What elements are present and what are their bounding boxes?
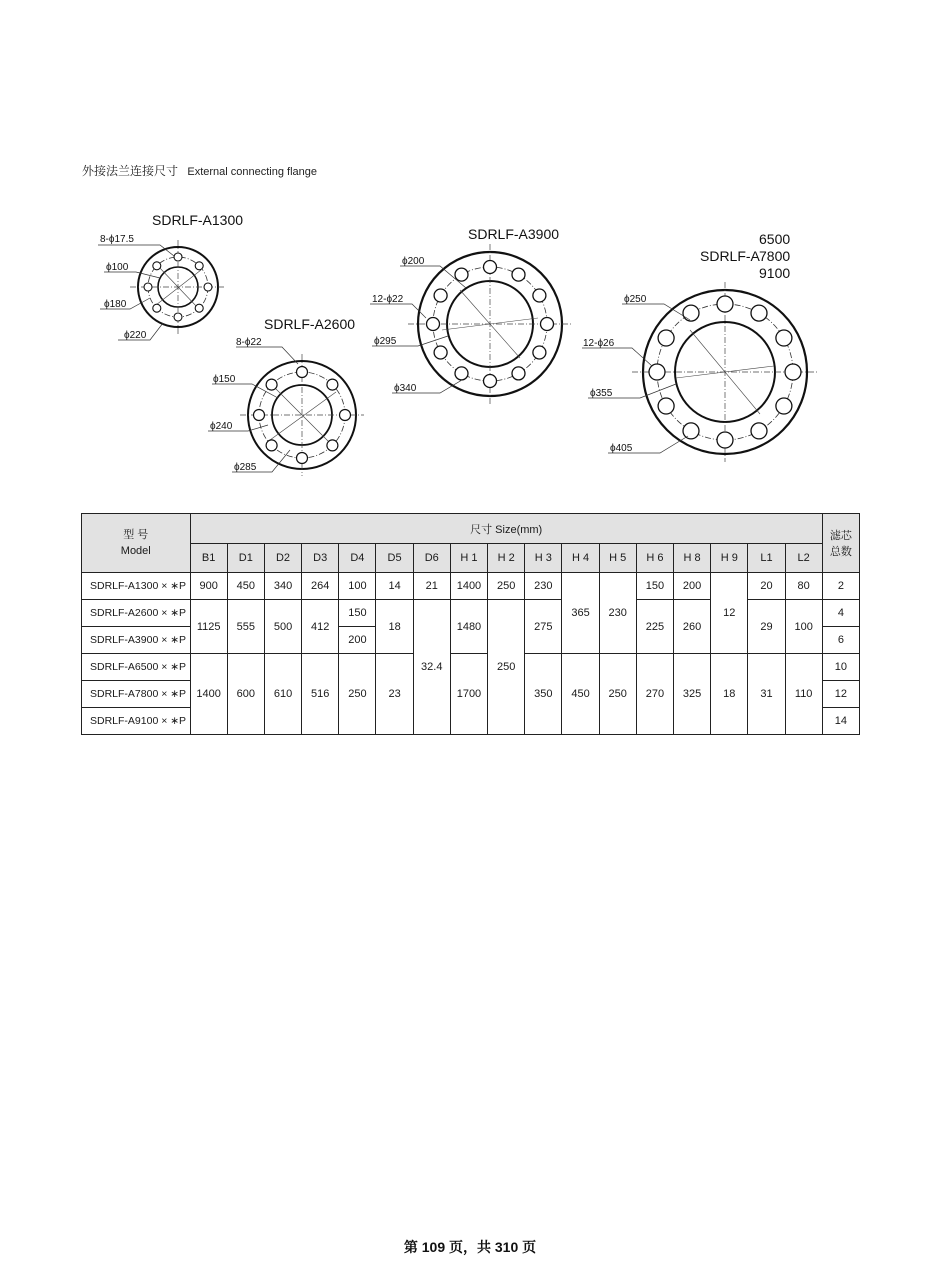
model-header-zh: 型 号 xyxy=(123,529,149,541)
cell: 450 xyxy=(562,654,599,735)
cell: 80 xyxy=(785,573,822,600)
a6500-title: SDRLF-A xyxy=(700,248,760,264)
col-header: D6 xyxy=(413,544,450,573)
cell: 1700 xyxy=(450,654,487,735)
col-header: D2 xyxy=(264,544,301,573)
model-header-en: Model xyxy=(120,545,151,557)
a3900-d1-label: ϕ200 xyxy=(402,256,425,267)
section-title-zh: 外接法兰连接尺寸 xyxy=(82,164,179,178)
cell: 20 xyxy=(748,573,785,600)
cell: 412 xyxy=(302,600,339,654)
cell: 29 xyxy=(748,600,785,654)
a2600-holes-label: 8-ϕ22 xyxy=(236,337,262,348)
a6500-d2-label: ϕ355 xyxy=(590,388,613,399)
model-cell: SDRLF-A9100 × ∗P xyxy=(82,708,191,735)
cell: 250 xyxy=(599,654,636,735)
count-cell: 14 xyxy=(822,708,859,735)
a2600-d1-label: ϕ150 xyxy=(213,374,236,385)
cell: 150 xyxy=(636,573,673,600)
cell: 21 xyxy=(413,573,450,600)
flange-drawings xyxy=(0,200,940,500)
cell: 264 xyxy=(302,573,339,600)
col-header: H 4 xyxy=(562,544,599,573)
size-header: 尺寸 Size(mm) xyxy=(190,514,822,544)
cell: 31 xyxy=(748,654,785,735)
a1300-d3-label: ϕ220 xyxy=(124,330,147,341)
a6500-variant-6500: 6500 xyxy=(759,231,791,247)
col-header: H 9 xyxy=(711,544,748,573)
col-header: H 6 xyxy=(636,544,673,573)
cell: 200 xyxy=(673,573,710,600)
cell: 260 xyxy=(673,600,710,654)
a3900-d2-label: ϕ295 xyxy=(374,336,397,347)
col-header: L2 xyxy=(785,544,822,573)
flange-a3900 xyxy=(370,226,572,404)
cell: 230 xyxy=(525,573,562,600)
cell: 325 xyxy=(673,654,710,735)
count-cell: 2 xyxy=(822,573,859,600)
a2600-title: SDRLF-A2600 xyxy=(264,316,356,332)
model-cell: SDRLF-A7800 × ∗P xyxy=(82,681,191,708)
cell: 450 xyxy=(227,573,264,600)
col-header: H 5 xyxy=(599,544,636,573)
cell: 23 xyxy=(376,654,413,735)
col-header: D3 xyxy=(302,544,339,573)
a6500-holes-label: 12-ϕ26 xyxy=(583,338,615,349)
count-cell: 6 xyxy=(822,627,859,654)
cell: 110 xyxy=(785,654,822,735)
model-cell: SDRLF-A2600 × ∗P xyxy=(82,600,191,627)
a3900-title: SDRLF-A3900 xyxy=(468,226,560,242)
col-header: D4 xyxy=(339,544,376,573)
cell: 365 xyxy=(562,573,599,654)
cell: 200 xyxy=(339,627,376,654)
a1300-d2-label: ϕ180 xyxy=(104,299,127,310)
col-header: D1 xyxy=(227,544,264,573)
a1300-holes-label: 8-ϕ17.5 xyxy=(100,234,134,245)
cell: 600 xyxy=(227,654,264,735)
cell: 150 xyxy=(339,600,376,627)
cell: 18 xyxy=(711,654,748,735)
cell: 516 xyxy=(302,654,339,735)
a1300-title: SDRLF-A1300 xyxy=(152,212,244,228)
cell: 1400 xyxy=(450,573,487,600)
cell: 555 xyxy=(227,600,264,654)
col-header: H 8 xyxy=(673,544,710,573)
cell: 250 xyxy=(488,600,525,735)
col-header: D5 xyxy=(376,544,413,573)
col-header: B1 xyxy=(190,544,227,573)
cell: 100 xyxy=(785,600,822,654)
model-header xyxy=(82,514,191,573)
flange-a1300 xyxy=(98,212,243,341)
cell: 350 xyxy=(525,654,562,735)
count-cell: 12 xyxy=(822,681,859,708)
count-cell: 10 xyxy=(822,654,859,681)
a6500-d3-label: ϕ405 xyxy=(610,443,633,454)
cell: 275 xyxy=(525,600,562,654)
cell: 14 xyxy=(376,573,413,600)
count-cell: 4 xyxy=(822,600,859,627)
a3900-d3-label: ϕ340 xyxy=(394,383,417,394)
a2600-d2-label: ϕ240 xyxy=(210,421,233,432)
count-header: 滤芯 总数 xyxy=(822,514,859,573)
cell: 1400 xyxy=(190,654,227,735)
cell: 270 xyxy=(636,654,673,735)
table-row xyxy=(82,654,860,681)
cell: 32.4 xyxy=(413,600,450,735)
section-title xyxy=(82,162,317,179)
a6500-d1-label: ϕ250 xyxy=(624,294,647,305)
cell: 250 xyxy=(339,654,376,735)
cell: 18 xyxy=(376,600,413,654)
flange-a2600 xyxy=(208,316,364,476)
col-header: H 2 xyxy=(488,544,525,573)
model-cell: SDRLF-A1300 × ∗P xyxy=(82,573,191,600)
col-header: H 1 xyxy=(450,544,487,573)
table-row xyxy=(82,573,860,600)
cell: 1480 xyxy=(450,600,487,654)
col-header: L1 xyxy=(748,544,785,573)
a2600-d3-label: ϕ285 xyxy=(234,462,257,473)
a1300-d1-label: ϕ100 xyxy=(106,262,129,273)
flange-a6500 xyxy=(582,231,818,462)
cell: 500 xyxy=(264,600,301,654)
cell: 12 xyxy=(711,573,748,654)
spec-table xyxy=(81,513,860,735)
section-title-en: External connecting flange xyxy=(187,166,318,178)
cell: 610 xyxy=(264,654,301,735)
cell: 1125 xyxy=(190,600,227,654)
a6500-variant-9100: 9100 xyxy=(759,265,791,281)
cell: 900 xyxy=(190,573,227,600)
cell: 340 xyxy=(264,573,301,600)
cell: 100 xyxy=(339,573,376,600)
page-footer: 第 109 页，共 310 页 xyxy=(403,1239,537,1255)
cell: 230 xyxy=(599,573,636,654)
model-cell: SDRLF-A6500 × ∗P xyxy=(82,654,191,681)
cell: 250 xyxy=(488,573,525,600)
model-cell: SDRLF-A3900 × ∗P xyxy=(82,627,191,654)
a3900-holes-label: 12-ϕ22 xyxy=(372,294,404,305)
col-header: H 3 xyxy=(525,544,562,573)
a6500-variant-7800: 7800 xyxy=(759,248,791,264)
cell: 225 xyxy=(636,600,673,654)
